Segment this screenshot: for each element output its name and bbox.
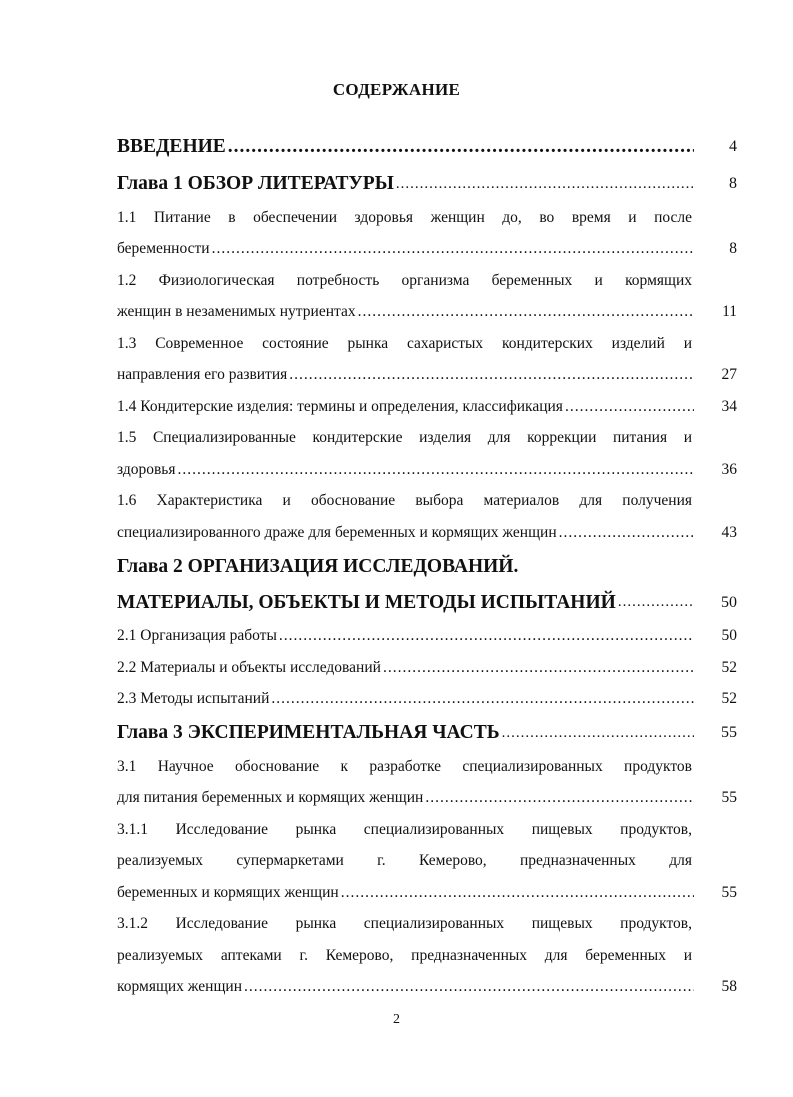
toc-entry-label-line2: специализированного драже для беременных и кормящих женщин — [117, 523, 557, 541]
toc-page-number: 11 — [722, 303, 737, 321]
toc-entry-label-line1: 3.1.1 Исследование рынка специализированных пищевых продуктов, — [117, 820, 692, 838]
dot-leader — [618, 594, 694, 611]
dot-leader — [271, 690, 694, 708]
toc-entry-2-3[interactable] — [117, 684, 737, 716]
toc-entry-1-1[interactable] — [117, 202, 737, 265]
toc-entry-1-3[interactable] — [117, 328, 737, 391]
toc-page-number: 52 — [721, 658, 737, 676]
dot-leader — [228, 136, 694, 158]
dot-leader — [358, 303, 694, 321]
toc-entry-2-1[interactable] — [117, 621, 737, 653]
toc-entry-3-1-1[interactable] — [117, 814, 737, 909]
toc-entry-label-line2: направления его развития — [117, 366, 288, 384]
dot-leader — [212, 240, 694, 258]
toc-entry-label-line1: 1.1 Питание в обеспечении здоровья женщин до, во время и после — [117, 208, 692, 226]
toc-entry-2-2[interactable] — [117, 652, 737, 684]
toc-entry-3-1-2[interactable] — [117, 909, 737, 1004]
dot-leader — [178, 461, 695, 479]
dot-leader — [425, 789, 694, 807]
toc-page-number: 55 — [721, 789, 737, 807]
toc-entry-label-line3: беременных и кормящих женщин — [117, 883, 339, 901]
dot-leader — [396, 176, 694, 193]
footer-page-number: 2 — [393, 1012, 400, 1027]
toc-entry-label-line2: реализуемых супермаркетами г. Кемерово, предназначенных для — [117, 852, 692, 870]
toc-entry-label-line3: кормящих женщин — [117, 978, 243, 996]
page-title: СОДЕРЖАНИЕ — [332, 80, 461, 99]
toc-entry-label-line2: женщин в незаменимых нутриентах — [117, 303, 356, 321]
toc-page-number: 34 — [721, 397, 737, 415]
dot-leader — [559, 524, 694, 542]
toc-entry-1-6[interactable] — [117, 486, 737, 549]
dot-leader — [565, 398, 694, 416]
toc-entry-label: ВВЕДЕНИЕ — [117, 136, 226, 157]
toc-entry-chapter-3[interactable] — [117, 715, 737, 751]
toc-page-number: 50 — [721, 593, 737, 611]
dot-leader — [341, 884, 694, 902]
dot-leader — [244, 978, 694, 996]
toc-entry-intro[interactable] — [117, 128, 737, 166]
toc-page-number: 43 — [721, 523, 737, 541]
toc-entry-label-line1: 3.1.2 Исследование рынка специализированных пищевых продуктов, — [117, 915, 692, 933]
toc-entry-label-line1: 1.2 Физиологическая потребность организма беременных и кормящих — [117, 271, 692, 289]
toc-entry-label-line2: беременности — [117, 240, 210, 258]
toc-entry-label: 1.4 Кондитерские изделия: термины и определения, классификация — [117, 397, 563, 415]
toc-page-number: 55 — [721, 724, 737, 741]
toc-page-number: 27 — [721, 366, 737, 384]
table-of-contents — [117, 128, 737, 1003]
toc-entry-label-line2: реализуемых аптеками г. Кемерово, предназначенных для беременных и — [117, 946, 692, 964]
toc-entry-chapter-2[interactable] — [117, 549, 737, 621]
toc-entry-3-1[interactable] — [117, 751, 737, 814]
toc-entry-label-line1: 1.6 Характеристика и обоснование выбора материалов для получения — [117, 492, 692, 510]
toc-page-number: 58 — [721, 978, 737, 996]
toc-entry-label-line1: 1.5 Специализированные кондитерские изделия для коррекции питания и — [117, 429, 692, 447]
toc-page-number: 55 — [721, 883, 737, 901]
toc-entry-1-5[interactable] — [117, 423, 737, 486]
toc-entry-label: 2.3 Методы испытаний — [117, 690, 270, 708]
dot-leader — [502, 725, 694, 742]
toc-entry-1-4[interactable] — [117, 391, 737, 423]
toc-entry-label: Глава 3 ЭКСПЕРИМЕНТАЛЬНАЯ ЧАСТЬ — [117, 722, 500, 743]
toc-entry-label: 2.2 Материалы и объекты исследований — [117, 658, 381, 676]
toc-entry-label-line1: 3.1 Научное обоснование к разработке специализированных продуктов — [117, 757, 692, 775]
toc-page-number: 8 — [729, 240, 737, 258]
toc-entry-label: Глава 1 ОБЗОР ЛИТЕРАТУРЫ — [117, 173, 394, 194]
toc-entry-label-line1: 1.3 Современное состояние рынка сахаристых кондитерских изделий и — [117, 334, 692, 352]
toc-entry-label-line2: МАТЕРИАЛЫ, ОБЪЕКТЫ И МЕТОДЫ ИСПЫТАНИЙ — [117, 591, 616, 613]
dot-leader — [289, 366, 694, 384]
toc-entry-label-line1: Глава 2 ОРГАНИЗАЦИЯ ИССЛЕДОВАНИЙ. — [117, 555, 519, 577]
toc-entry-chapter-1[interactable] — [117, 166, 737, 202]
toc-page-number: 52 — [721, 690, 737, 708]
toc-entry-label-line2: для питания беременных и кормящих женщин — [117, 789, 424, 807]
toc-page-number: 8 — [729, 175, 737, 192]
toc-entry-label-line2: здоровья — [117, 460, 176, 478]
dot-leader — [279, 627, 694, 645]
toc-page-number: 50 — [721, 627, 737, 645]
toc-page-number: 4 — [729, 138, 737, 155]
toc-entry-label: 2.1 Организация работы — [117, 627, 277, 645]
toc-entry-1-2[interactable] — [117, 265, 737, 328]
dot-leader — [383, 659, 694, 677]
toc-page-number: 36 — [721, 460, 737, 478]
